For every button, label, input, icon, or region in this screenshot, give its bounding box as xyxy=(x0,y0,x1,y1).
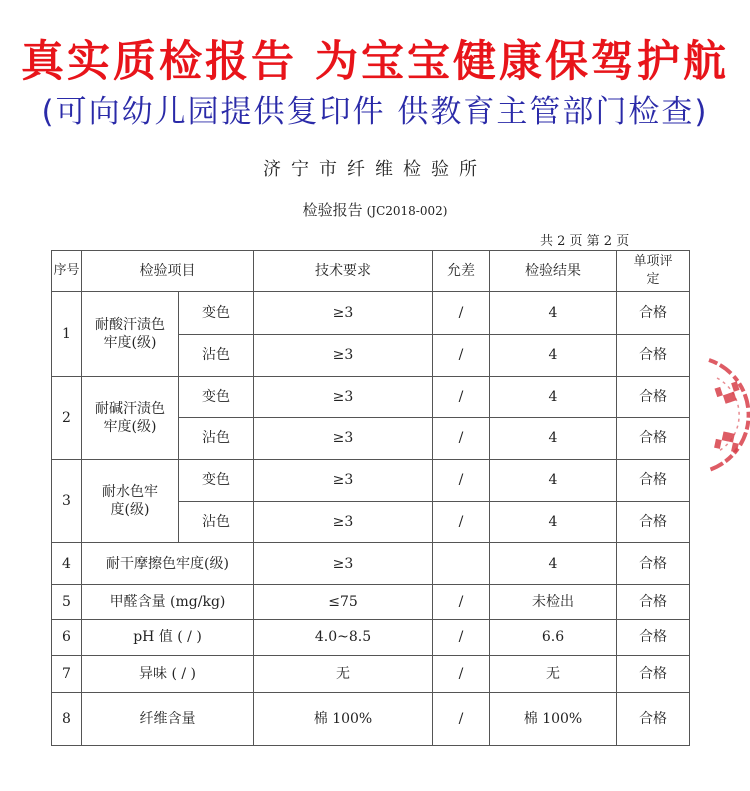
row-tolerance: / xyxy=(433,459,490,501)
header-no: 序号 xyxy=(52,251,82,292)
row-result: 4 xyxy=(490,459,617,501)
row-item: 耐水色牢度(级) xyxy=(82,459,179,543)
row-evaluation: 合格 xyxy=(617,656,690,693)
row-result: 6.6 xyxy=(490,619,617,656)
row-tolerance: / xyxy=(433,619,490,656)
row-requirement: ≥3 xyxy=(254,459,433,501)
header-item: 检验项目 xyxy=(82,251,254,292)
table-row xyxy=(52,543,690,585)
row-result: 4 xyxy=(490,377,617,418)
row-item: 异味 ( / ) xyxy=(82,656,254,693)
row-tolerance: / xyxy=(433,585,490,620)
row-no: 1 xyxy=(52,291,82,377)
row-sub: 变色 xyxy=(179,377,254,418)
row-evaluation: 合格 xyxy=(617,459,690,501)
organization-name: 济宁市纤维检验所 xyxy=(263,159,487,180)
table-row xyxy=(52,459,690,501)
row-requirement: 棉 100% xyxy=(254,692,433,745)
row-tolerance: / xyxy=(433,377,490,418)
row-evaluation: 合格 xyxy=(617,377,690,418)
table-row xyxy=(52,585,690,620)
row-evaluation: 合格 xyxy=(617,543,690,585)
row-requirement: 无 xyxy=(254,656,433,693)
row-result: 4 xyxy=(490,334,617,377)
row-no: 6 xyxy=(52,619,82,656)
row-evaluation: 合格 xyxy=(617,585,690,620)
row-result: 4 xyxy=(490,543,617,585)
row-item: 耐酸汗渍色牢度(级) xyxy=(82,291,179,377)
row-requirement: ≥3 xyxy=(254,543,433,585)
table-row xyxy=(52,619,690,656)
row-tolerance: / xyxy=(433,501,490,543)
row-evaluation: 合格 xyxy=(617,418,690,460)
row-result: 棉 100% xyxy=(490,692,617,745)
banner-title: 真实质检报告 为宝宝健康保驾护航 xyxy=(21,37,729,87)
row-requirement: ≥3 xyxy=(254,291,433,334)
header-requirement: 技术要求 xyxy=(254,251,433,292)
report-title-line xyxy=(0,199,750,220)
header-evaluation: 单项评定 xyxy=(617,251,690,292)
row-requirement: 4.0~8.5 xyxy=(254,619,433,656)
row-result: 4 xyxy=(490,418,617,460)
row-tolerance: / xyxy=(433,291,490,334)
row-no: 5 xyxy=(52,585,82,620)
row-no: 3 xyxy=(52,459,82,543)
row-result: 未检出 xyxy=(490,585,617,620)
row-tolerance: / xyxy=(433,418,490,460)
row-no: 4 xyxy=(52,543,82,585)
row-sub: 沾色 xyxy=(179,501,254,543)
row-sub: 变色 xyxy=(179,291,254,334)
row-evaluation: 合格 xyxy=(617,291,690,334)
row-requirement: ≤75 xyxy=(254,585,433,620)
report-code: (JC2018-002) xyxy=(366,204,448,218)
row-item: 甲醛含量 (mg/kg) xyxy=(82,585,254,620)
row-sub: 沾色 xyxy=(179,334,254,377)
svg-text:▞▚: ▞▚ xyxy=(714,430,741,453)
row-result: 无 xyxy=(490,656,617,693)
row-requirement: ≥3 xyxy=(254,501,433,543)
table-row xyxy=(52,377,690,418)
row-item: 纤维含量 xyxy=(82,692,254,745)
table-row xyxy=(52,692,690,745)
row-no: 7 xyxy=(52,656,82,693)
row-result: 4 xyxy=(490,501,617,543)
row-tolerance: / xyxy=(433,692,490,745)
inspection-table xyxy=(51,250,690,746)
row-sub: 变色 xyxy=(179,459,254,501)
table-row xyxy=(52,656,690,693)
page-info: 共 2 页 第 2 页 xyxy=(540,234,630,249)
report-title: 检验报告 xyxy=(302,201,363,219)
header-tolerance: 允差 xyxy=(433,251,490,292)
row-item: pH 值 ( / ) xyxy=(82,619,254,656)
row-result: 4 xyxy=(490,291,617,334)
table-header-row xyxy=(52,251,690,292)
row-evaluation: 合格 xyxy=(617,619,690,656)
row-requirement: ≥3 xyxy=(254,418,433,460)
row-no: 2 xyxy=(52,377,82,459)
row-item: 耐干摩擦色牢度(级) xyxy=(82,543,254,585)
row-evaluation: 合格 xyxy=(617,692,690,745)
row-sub: 沾色 xyxy=(179,418,254,460)
row-requirement: ≥3 xyxy=(254,377,433,418)
row-tolerance: / xyxy=(433,656,490,693)
svg-text:▚▞: ▚▞ xyxy=(714,381,743,406)
row-no: 8 xyxy=(52,692,82,745)
table-row xyxy=(52,291,690,334)
row-requirement: ≥3 xyxy=(254,334,433,377)
row-tolerance xyxy=(433,543,490,585)
seal-stamp-icon xyxy=(689,348,750,478)
row-item: 耐碱汗渍色牢度(级) xyxy=(82,377,179,459)
row-evaluation: 合格 xyxy=(617,334,690,377)
header-result: 检验结果 xyxy=(490,251,617,292)
row-tolerance: / xyxy=(433,334,490,377)
banner-subtitle: (可向幼儿园提供复印件 供教育主管部门检查) xyxy=(41,94,709,130)
row-evaluation: 合格 xyxy=(617,501,690,543)
